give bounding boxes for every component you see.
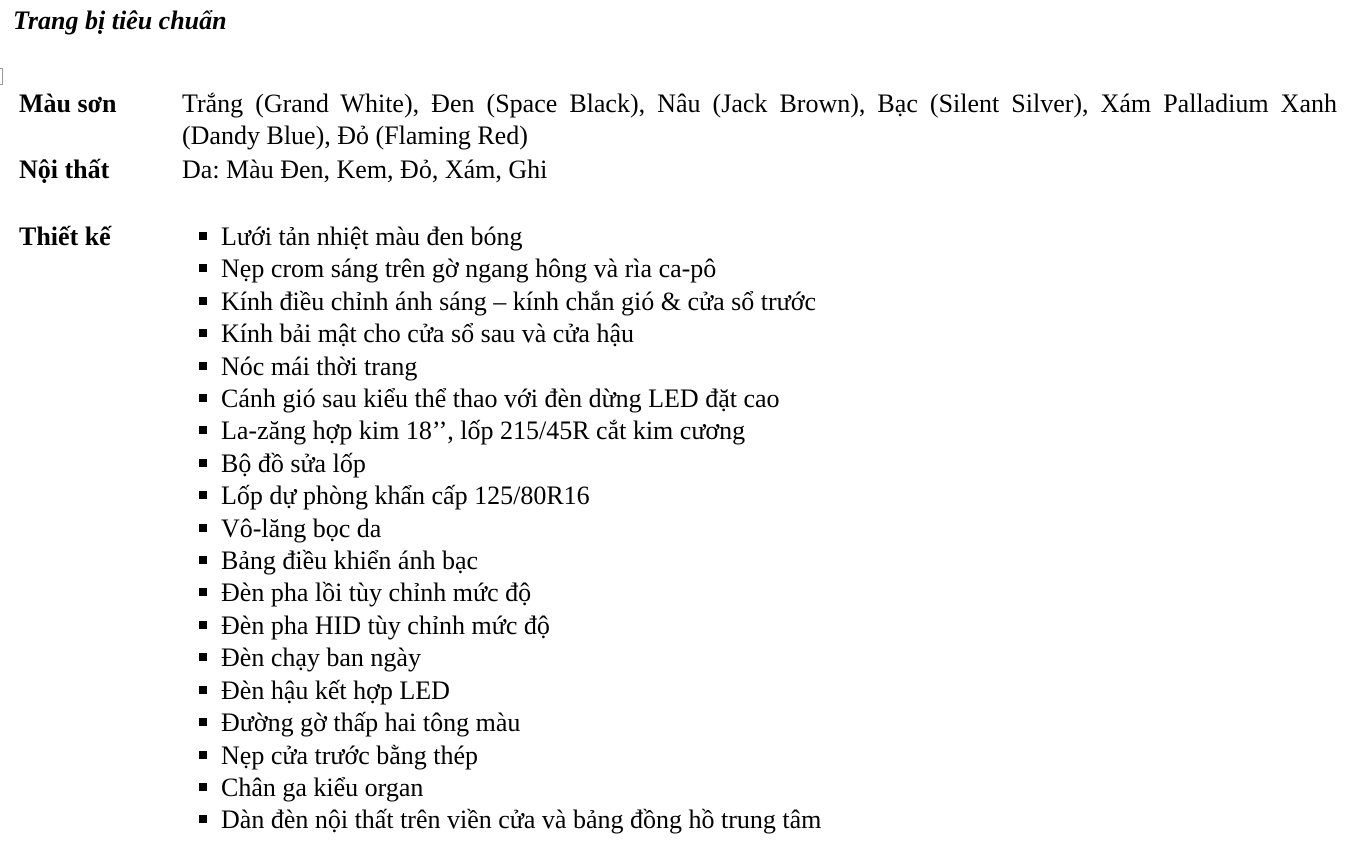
feature-item-text: Cánh gió sau kiểu thể thao với đèn dừng LED đặt cao <box>221 384 780 414</box>
feature-item <box>196 383 821 415</box>
square-bullet-icon <box>199 394 207 402</box>
text-cursor-marker <box>0 68 3 85</box>
square-bullet-icon <box>199 556 207 564</box>
feature-item <box>196 740 821 772</box>
square-bullet-icon <box>199 588 207 596</box>
square-bullet-icon <box>199 329 207 337</box>
feature-item-text: Bảng điều khiển ánh bạc <box>221 546 479 576</box>
feature-item-text: La-zăng hợp kim 18’’, lốp 215/45R cắt kim cương <box>221 416 746 446</box>
feature-item <box>196 804 821 836</box>
feature-item <box>196 513 821 545</box>
feature-item-text: Lốp dự phòng khẩn cấp 125/80R16 <box>221 481 590 511</box>
square-bullet-icon <box>199 524 207 532</box>
square-bullet-icon <box>199 783 207 791</box>
feature-item-text: Chân ga kiểu organ <box>221 772 424 802</box>
feature-item <box>196 675 821 707</box>
square-bullet-icon <box>199 491 207 499</box>
interior-label: Nội thất <box>19 155 110 184</box>
square-bullet-icon <box>199 426 207 434</box>
square-bullet-icon <box>199 362 207 370</box>
feature-item <box>196 545 821 577</box>
feature-item-text: Đường gờ thấp hai tông màu <box>221 708 521 738</box>
feature-item <box>196 610 821 642</box>
feature-item <box>196 253 821 285</box>
feature-item <box>196 448 821 480</box>
square-bullet-icon <box>199 751 207 759</box>
feature-item-text: Lưới tản nhiệt màu đen bóng <box>221 222 523 251</box>
design-label: Thiết kế <box>19 222 111 251</box>
feature-item-text: Kính bải mật cho cửa sổ sau và cửa hậu <box>221 319 634 349</box>
colors-value: Trắng (Grand White), Đen (Space Black), Nâu (Jack Brown), Bạc (Silent Silver), Xám Palladium Xanh (Dandy Blue), Đỏ (Flaming Red) <box>182 89 1337 150</box>
feature-item <box>196 221 821 253</box>
feature-item <box>196 415 821 447</box>
section-heading: Trang bị tiêu chuẩn <box>13 6 227 35</box>
feature-item <box>196 480 821 512</box>
interior-value: Da: Màu Đen, Kem, Đỏ, Xám, Ghi <box>182 155 548 184</box>
feature-item <box>196 286 821 318</box>
square-bullet-icon <box>199 621 207 629</box>
feature-item <box>196 707 821 739</box>
feature-item-text: Nẹp crom sáng trên gờ ngang hông và rìa ca-pô <box>221 254 717 284</box>
colors-label: Màu sơn <box>19 89 117 118</box>
feature-item <box>196 772 821 804</box>
feature-item-text: Đèn hậu kết hợp LED <box>221 675 450 705</box>
feature-item-text: Dàn đèn nội thất trên viền cửa và bảng đồng hồ trung tâm <box>221 805 822 835</box>
design-feature-list <box>196 221 821 837</box>
feature-item-text: Kính điều chỉnh ánh sáng – kính chắn gió & cửa sổ trước <box>221 286 817 316</box>
square-bullet-icon <box>199 459 207 467</box>
square-bullet-icon <box>199 653 207 661</box>
square-bullet-icon <box>199 264 207 272</box>
feature-item-text: Bộ đồ sửa lốp <box>221 448 366 478</box>
square-bullet-icon <box>199 718 207 726</box>
feature-item-text: Vô-lăng bọc da <box>221 513 382 543</box>
feature-item <box>196 318 821 350</box>
square-bullet-icon <box>199 686 207 694</box>
feature-item <box>196 577 821 609</box>
feature-item <box>196 642 821 674</box>
feature-item-text: Đèn chạy ban ngày <box>221 643 421 673</box>
feature-item-text: Đèn pha HID tùy chỉnh mức độ <box>221 610 550 640</box>
square-bullet-icon <box>199 232 207 240</box>
feature-item-text: Đèn pha lồi tùy chỉnh mức độ <box>221 578 532 608</box>
square-bullet-icon <box>199 815 207 823</box>
feature-item-text: Nẹp cửa trước bằng thép <box>221 740 479 770</box>
feature-item-text: Nóc mái thời trang <box>221 351 418 381</box>
feature-item <box>196 351 821 383</box>
square-bullet-icon <box>199 297 207 305</box>
